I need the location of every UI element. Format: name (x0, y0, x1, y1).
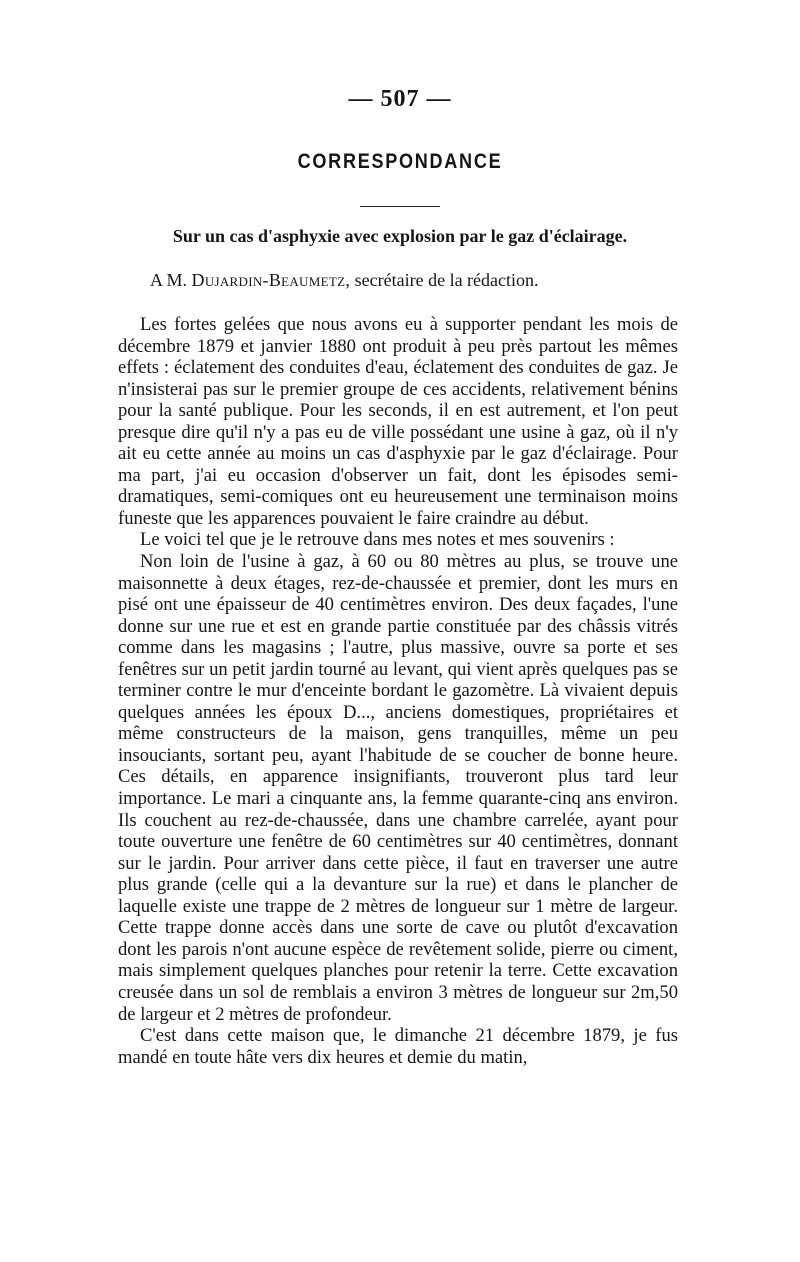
page-number: — 507 — (348, 86, 452, 112)
paragraph: Le voici tel que je le retrouve dans mes notes et mes souvenirs : (140, 529, 615, 551)
section-heading: CORRESPONDANCE (297, 150, 503, 173)
paragraph: C'est dans cette maison que, le dimanche 21 décembre 1879, je fus mandé en toute hâte vers dix heures et demie du matin, (118, 1025, 678, 1068)
paragraph: Non loin de l'usine à gaz, à 60 ou 80 mètres au plus, se trouve une maisonnette à deux étages, rez-de-chaussée et premier, dont les murs en pisé ont une épaisseur de 40 centimètres environ. Des deux façades, l'une donne sur une rue et est en grande partie constituée par des châssis vitrés comme dans les magasins ; l'autre, plus massive, ouvre sa porte et ses fenêtres sur un petit jardin tourné au levant, qui vient après quelques pas se terminer contre le mur d'enceinte bordant le gazomètre. Là vivaient depuis quelques années les époux D..., anciens domestiques, propriétaires et même constructeurs de la maison, gens tranquilles, même un peu insouciants, sortant peu, ayant l'habitude de se coucher de bonne heure. Ces détails, en apparence insignifiants, trouveront plus tard leur importance. Le mari a cinquante ans, la femme quarante-cinq ans environ. Ils couchent au rez-de-chaussée, dans une chambre carrelée, ayant pour toute ouverture une fenêtre de 60 centimètres sur 40 centimètres, donnant sur le jardin. Pour arriver dans cette pièce, il faut en traverser une autre plus grande (celle qui a la devanture sur la rue) et dans le plancher de laquelle existe une trappe de 2 mètres de longueur sur 1 mètre de largeur. Cette trappe donne accès dans une sorte de cave ou plutôt d'excavation dont les parois n'ont aucune espèce de revêtement solide, pierre ou ciment, mais simplement quelques planches pour retenir la terre. Cette excavation creusée dans un sol de remblais a environ 3 mètres de longueur sur 2m,50 de largeur et 2 mètres de profondeur. (118, 551, 678, 1025)
recipient-name: Dujardin-Beaumetz, (191, 270, 351, 290)
recipient-role: secrétaire de la rédaction. (350, 270, 539, 290)
divider-rule (360, 206, 440, 207)
salutation (150, 270, 539, 291)
article-title: Sur un cas d'asphyxie avec explosion par le gaz d'éclairage. (172, 226, 628, 246)
paragraph: Les fortes gelées que nous avons eu à supporter pendant les mois de décembre 1879 et janvier 1880 ont produit à peu près partout les mêmes effets : éclatement des conduites d'eau, éclatement des conduites de gaz. Je n'insisterai pas sur le premier groupe de ces accidents, relativement bénins pour la santé publique. Pour les seconds, il en est autrement, et l'on peut presque dire qu'il n'y a pas eu de ville possédant une usine à gaz, où il n'y ait eu cette année au moins un cas d'asphyxie par le gaz d'éclairage. Pour ma part, j'ai eu occasion d'observer un fait, dont les épisodes semi-dramatiques, semi-comiques ont eu heureusement une terminaison moins funeste que les apparences pouvaient le faire craindre au début. (118, 314, 678, 529)
salutation-prefix: A M. (150, 270, 192, 290)
article-body (118, 314, 678, 1068)
